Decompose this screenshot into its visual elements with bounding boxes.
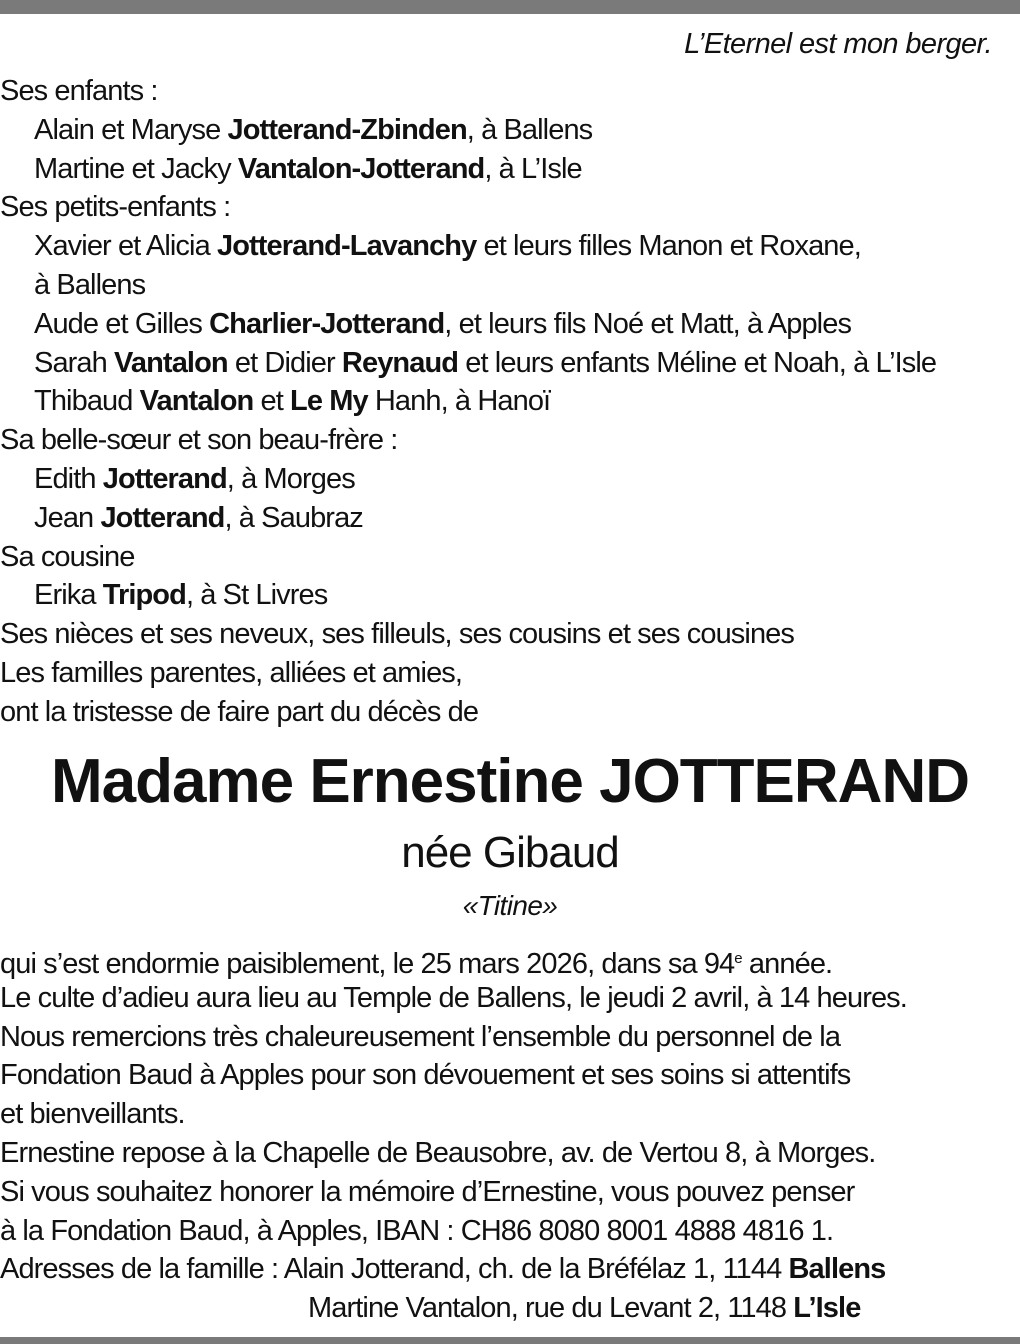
text-segment: Sarah	[34, 346, 115, 379]
text-segment: , et leurs fils Noé et Matt, à Apples	[444, 307, 852, 340]
child-line	[0, 150, 1020, 189]
bold-name: Vantalon	[139, 385, 254, 418]
cousin-line	[0, 576, 1020, 615]
text-segment: Thibaud	[34, 385, 140, 418]
text-segment: et	[253, 385, 291, 418]
grandchild-line	[0, 344, 1020, 383]
motto: L’Eternel est mon berger.	[684, 28, 992, 60]
bold-name: Jotterand-Zbinden	[227, 113, 467, 146]
text-segment: , à Saubraz	[224, 501, 363, 534]
text-segment: et leurs filles Manon et Roxane,	[476, 230, 861, 263]
top-rule	[0, 0, 1020, 14]
text-segment: Edith	[34, 462, 103, 495]
text-segment: Hanh, à Hanoï	[367, 385, 551, 418]
text-segment: et Didier	[227, 346, 342, 379]
service-line: Le culte d’adieu aura lieu au Temple de Ballens, le jeudi 2 avril, à 14 heures.	[0, 981, 907, 1014]
text-segment: , à L’Isle	[484, 152, 582, 185]
announce-line: ont la tristesse de faire part du décès de	[0, 695, 479, 728]
inlaw-line	[0, 499, 1020, 538]
deceased-name: Madame Ernestine JOTTERAND	[51, 747, 969, 816]
others-line: Ses nièces et ses neveux, ses filleuls, ses cousins et ses cousines	[0, 618, 795, 651]
address-line	[0, 1250, 1020, 1289]
grandchild-line	[0, 382, 1020, 421]
text-segment: Erika	[34, 579, 103, 612]
thanks-line: Nous remercions très chaleureusement l’ensemble du personnel de la	[0, 1020, 841, 1053]
ordinal-superscript: e	[734, 950, 742, 967]
text-segment: , à Ballens	[466, 113, 593, 146]
text-segment: qui s’est endormie paisiblement, le 25 mars 2026, dans sa 94	[0, 948, 735, 980]
bold-name: Jotterand	[100, 501, 225, 534]
address-line	[0, 1289, 1020, 1328]
others-line: Les familles parentes, alliées et amies,	[0, 656, 463, 689]
chapel-line: Ernestine repose à la Chapelle de Beausobre, av. de Vertou 8, à Morges.	[0, 1136, 876, 1169]
bold-town: L’Isle	[793, 1292, 861, 1325]
text-segment: Martine et Jacky	[34, 152, 238, 185]
bold-name: Jotterand	[102, 462, 227, 495]
text-segment: Martine Vantalon, rue du Levant 2, 1148	[308, 1292, 794, 1325]
text-segment: et leurs enfants Méline et Noah, à L’Isle	[458, 346, 937, 379]
text-segment: Aude et Gilles	[34, 307, 210, 340]
bold-name: Vantalon-Jotterand	[237, 152, 485, 185]
inlaw-line	[0, 460, 1020, 499]
death-line	[0, 940, 1020, 979]
grandchildren-heading: Ses petits-enfants :	[0, 191, 231, 224]
iban-line: à la Fondation Baud, à Apples, IBAN : CH86 8080 8001 4888 4816 1.	[0, 1214, 834, 1247]
children-heading: Ses enfants :	[0, 75, 158, 107]
notice-body	[0, 940, 1020, 1328]
bottom-rule	[0, 1337, 1020, 1344]
nickname: «Titine»	[462, 890, 558, 921]
text-segment: , à Morges	[226, 462, 355, 495]
bold-name: Le My	[290, 385, 368, 418]
thanks-line: et bienveillants.	[0, 1098, 185, 1131]
cousin-heading: Sa cousine	[0, 540, 135, 573]
grandchild-line	[0, 227, 1020, 266]
grandchild-line-continued: à Ballens	[34, 268, 146, 301]
text-segment: année.	[741, 948, 833, 980]
family-list	[0, 72, 1020, 732]
inlaws-heading: Sa belle-sœur et son beau-frère :	[0, 424, 398, 457]
thanks-line: Fondation Baud à Apples pour son dévouement et ses soins si attentifs	[0, 1059, 851, 1092]
bold-name: Charlier-Jotterand	[209, 307, 445, 340]
bold-town: Ballens	[788, 1253, 886, 1286]
donation-line: Si vous souhaitez honorer la mémoire d’Ernestine, vous pouvez penser	[0, 1175, 855, 1208]
text-segment: Jean	[34, 501, 101, 534]
bold-name: Tripod	[102, 579, 186, 612]
maiden-name: née Gibaud	[401, 828, 619, 877]
text-segment: Xavier et Alicia	[34, 230, 217, 263]
bold-name: Reynaud	[341, 346, 459, 379]
text-segment: Adresses de la famille : Alain Jotterand, ch. de la Bréfélaz 1, 1144	[0, 1253, 789, 1286]
child-line	[0, 111, 1020, 150]
bold-name: Vantalon	[114, 346, 228, 379]
text-segment: , à St Livres	[185, 579, 328, 612]
bold-name: Jotterand-Lavanchy	[216, 230, 477, 263]
grandchild-line	[0, 305, 1020, 344]
text-segment: Alain et Maryse	[34, 113, 228, 146]
